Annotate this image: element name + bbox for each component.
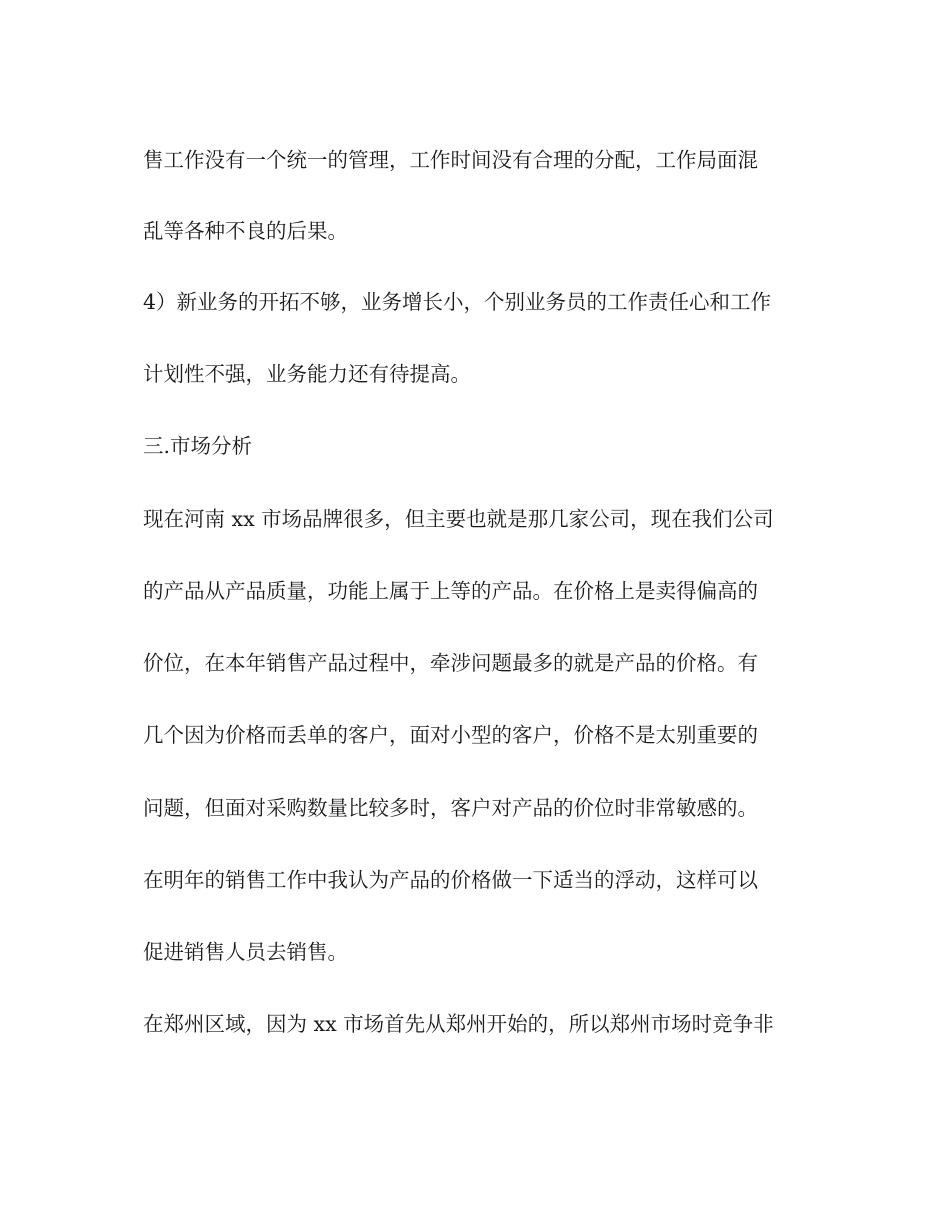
paragraph-line: 现在河南 xx 市场品牌很多，但主要也就是那几家公司，现在我们公司 xyxy=(143,507,774,531)
paragraph-line: 的产品从产品质量，功能上属于上等的产品。在价格上是卖得偏高的 xyxy=(143,579,758,603)
paragraph-line: 4）新业务的开拓不够，业务增长小，个别业务员的工作责任心和工作 xyxy=(143,290,772,314)
paragraph-line: 乱等各种不良的后果。 xyxy=(143,219,348,243)
paragraph-line: 在明年的销售工作中我认为产品的价格做一下适当的浮动，这样可以 xyxy=(143,868,758,892)
paragraph-line: 促进销售人员去销售。 xyxy=(143,940,348,964)
paragraph-line: 价位，在本年销售产品过程中，牵涉问题最多的就是产品的价格。有 xyxy=(143,651,758,675)
paragraph-line: 问题，但面对采购数量比较多时，客户对产品的价位时非常敏感的。 xyxy=(143,796,758,820)
paragraph-line: 几个因为价格而丢单的客户，面对小型的客户，价格不是太别重要的 xyxy=(143,723,758,747)
paragraph-line: 在郑州区域，因为 xx 市场首先从郑州开始的，所以郑州市场时竞争非 xyxy=(143,1012,774,1036)
paragraph-line: 计划性不强，业务能力还有待提高。 xyxy=(143,362,471,386)
paragraph-line: 售工作没有一个统一的管理，工作时间没有合理的分配，工作局面混 xyxy=(143,148,758,172)
section-heading: 三.市场分析 xyxy=(143,434,253,458)
